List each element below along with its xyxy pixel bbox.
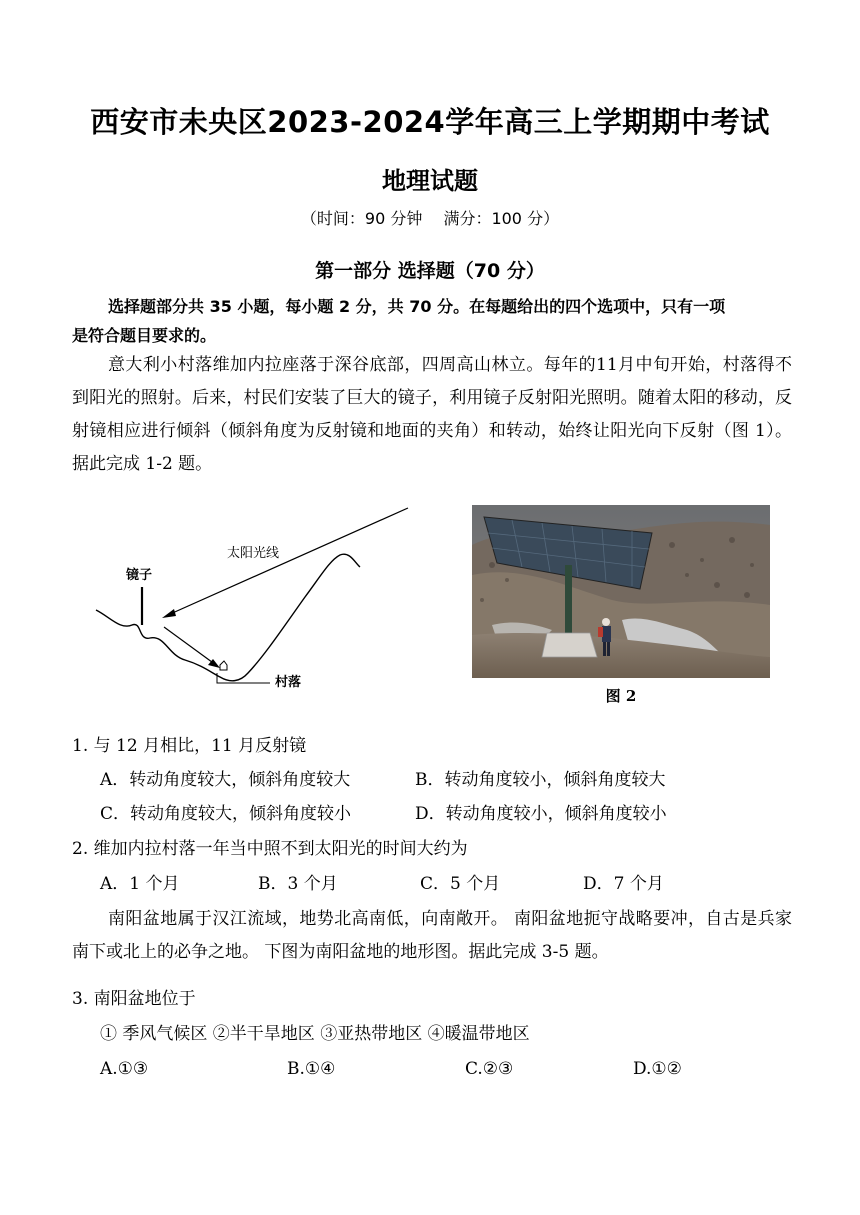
question-3-items: ① 季风气候区 ②半干旱地区 ③亚热带地区 ④暖温带地区 (100, 1024, 530, 1044)
instructions-line1: 选择题部分共 35 小题，每小题 2 分，共 70 分。在每题给出的四个选项中，只有一项 (108, 297, 726, 316)
instructions-line2: 是符合题目要求的。 (72, 326, 217, 345)
label-village: 村落 (275, 675, 302, 690)
passage-2: 南阳盆地属于汉江流域，地势北高南低，向南敞开。 南阳盆地扼守战略要冲，自古是兵家南下或北上的必争之地。 下图为南阳盆地的地形图。据此完成 3-5 题。 (72, 909, 792, 962)
figure-1-diagram (90, 505, 420, 700)
figure-2-photo (472, 505, 770, 678)
sunlight-ray (168, 508, 408, 615)
label-mirror: 镜子 (126, 568, 153, 583)
question-2-stem: 2. 维加内拉村落一年当中照不到太阳光的时间大约为 (72, 839, 468, 859)
question-1-option-b: B．转动角度较小，倾斜角度较大 (415, 770, 666, 790)
mirror-support-pole (565, 565, 572, 635)
question-3-option-b: B.①④ (287, 1059, 336, 1079)
question-2-option-c: C．5 个月 (420, 874, 501, 894)
question-1-option-a: A．转动角度较大，倾斜角度较大 (100, 770, 351, 790)
question-2-option-b: B．3 个月 (258, 874, 338, 894)
question-1-stem: 1. 与 12 月相比，11 月反射镜 (72, 736, 307, 756)
exam-subtitle: 地理试题 (382, 167, 478, 195)
exam-title: 西安市未央区2023-2024学年高三上学期期中考试 (90, 105, 770, 139)
question-2-option-a: A．1 个月 (100, 874, 180, 894)
time-info: （时间：90 分钟 满分：100 分） (300, 209, 560, 228)
question-1-option-c: C．转动角度较大，倾斜角度较小 (100, 804, 352, 824)
question-3-option-d: D.①② (633, 1059, 682, 1079)
sunlight-arrowhead (162, 609, 176, 618)
mirror-base (542, 633, 597, 657)
question-3-option-a: A.①③ (100, 1059, 149, 1079)
question-3-stem: 3. 南阳盆地位于 (72, 989, 196, 1009)
label-sunlight: 太阳光线 (227, 546, 280, 561)
passage-1: 意大利小村落维加内拉座落于深谷底部，四周高山林立。每年的11月中旬开始，村落得不到阳光的照射。后来，村民们安装了巨大的镜子，利用镜子反射阳光照明。随着太阳的移动，反射镜相应进行倾斜（倾斜角度为反射镜和地面的夹角）和转动，始终让阳光向下反射（图 1）。据此完成 1-2 题。 (72, 355, 792, 474)
section-title: 第一部分 选择题（70 分） (315, 260, 545, 282)
question-1-option-d: D．转动角度较小，倾斜角度较小 (415, 804, 667, 824)
question-3-option-c: C.②③ (465, 1059, 514, 1079)
reflected-ray (164, 627, 216, 665)
village-house-icon (220, 661, 227, 670)
figure-2-caption: 图 2 (605, 687, 637, 705)
question-2-option-d: D．7 个月 (583, 874, 664, 894)
instructions (72, 292, 792, 350)
